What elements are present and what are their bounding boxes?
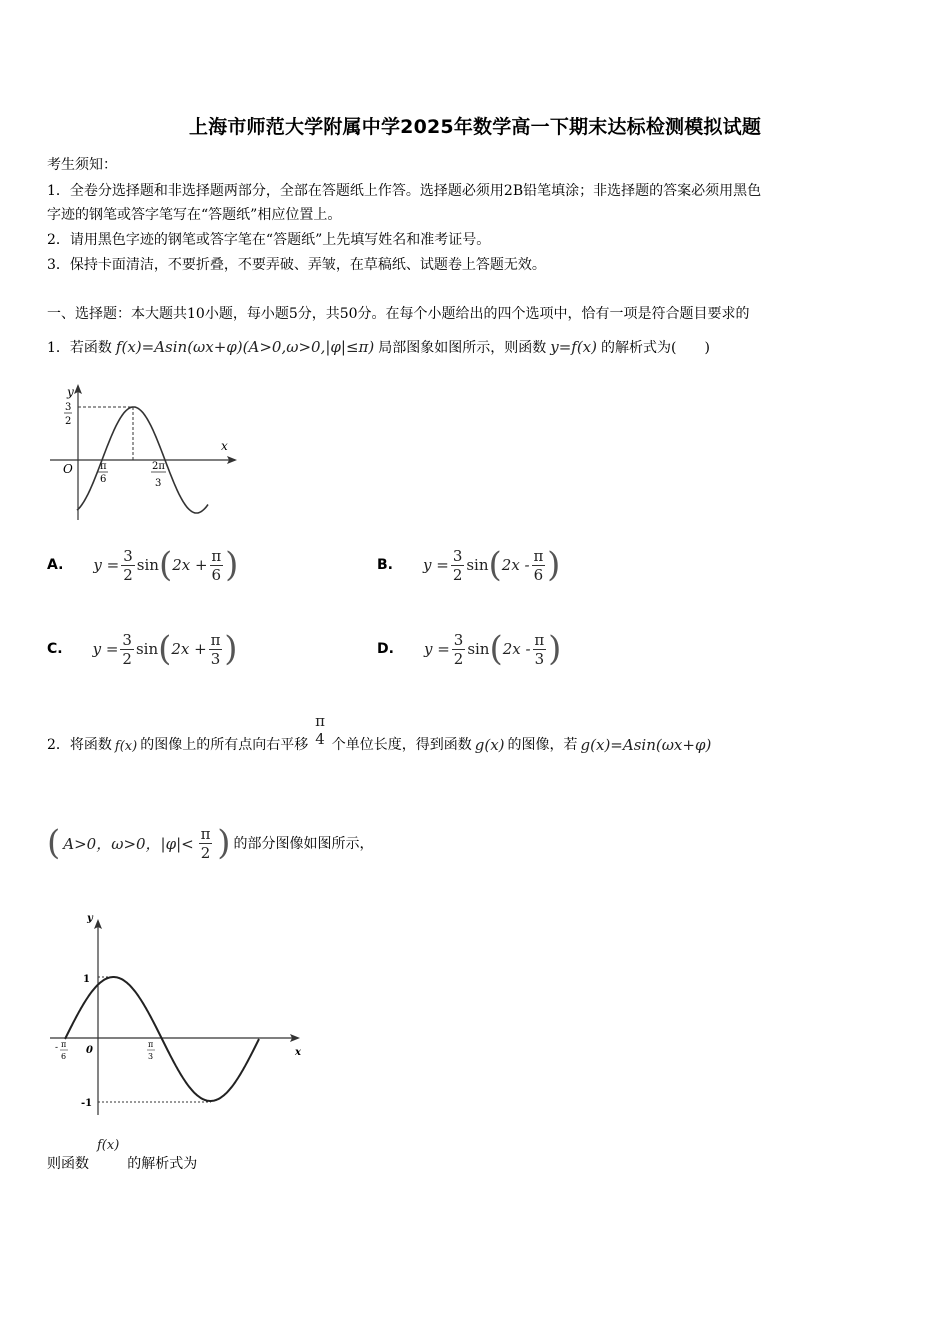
q2-middle1: 的图像上的所有点向右平移 [140, 737, 309, 753]
q1-suffix: 的解析式为( ) [601, 340, 710, 356]
option-b-letter: B. [377, 557, 393, 573]
q1-option-d[interactable]: D. y = $\frac{3}{2}$ sin ( 2x - $\frac{\pi}{3}$ ) [377, 629, 562, 669]
option-d-lhs: y = [423, 640, 450, 658]
option-a-inner: 2x + [172, 556, 208, 574]
option-b-coef: $\frac{3}{2}$ [452, 546, 463, 584]
option-c-inner: 2x + [171, 640, 207, 658]
q2-sine-curve [65, 977, 259, 1101]
q2-cond-suffix: 的部分图像如图所示， [233, 836, 374, 852]
option-a-letter: A. [47, 557, 64, 573]
option-d-letter: D. [377, 641, 394, 657]
q2-tick-y-top: 1 [83, 974, 90, 985]
q2-fx: f(x) [114, 739, 138, 754]
q2-ask-prefix: 则函数 [47, 1156, 89, 1172]
notice-item-2: 2．请用黑色字迹的钢笔或答字笔在“答题纸”上先填写姓名和准考证号。 [47, 232, 491, 248]
option-c-phase: $\frac{\pi}{3}$ [210, 630, 221, 668]
q2-middle3: 的图像，若 [507, 737, 578, 753]
notice-item-1-cont: 字迹的钢笔或答字笔写在“答题纸”相应位置上。 [47, 207, 342, 223]
q2-tick-y-bot: -1 [81, 1098, 93, 1109]
q1-option-a[interactable]: A. y = $\frac{3}{2}$ sin ( 2x + $\frac{\pi}{6}$ ) [47, 545, 239, 585]
option-b-lhs: y = [423, 556, 449, 574]
q1-option-b[interactable]: B. y = $\frac{3}{2}$ sin ( 2x - $\frac{\pi}{6}$ ) [377, 545, 561, 585]
q2-prefix: 2．将函数 [47, 737, 112, 753]
question-2-ask [47, 1138, 197, 1173]
q2-axis-y-label: y [87, 913, 93, 924]
notice-heading: 考生须知： [47, 157, 117, 173]
option-a-fn: sin [136, 556, 159, 574]
question-1-graph [45, 380, 245, 525]
notice-item-1: 1．全卷分选择题和非选择题两部分，全部在答题纸上作答。选择题必须用2B铅笔填涂；非选择题的答案必须用黑色 [47, 183, 762, 199]
question-2-graph [45, 905, 310, 1120]
q1-tick-y-den: 2 [65, 416, 72, 427]
question-1-stem [47, 337, 710, 357]
q2-origin-label: 0 [86, 1045, 93, 1056]
section-header: 一、选择题：本大题共10小题，每小题5分，共50分。在每个小题给出的四个选项中，恰有一项是符合题目要求的 [47, 306, 750, 322]
q2-axis-x-label: x [295, 1047, 301, 1058]
q1-option-c[interactable]: C. y = $\frac{3}{2}$ sin ( 2x + $\frac{\pi}{3}$ ) [47, 629, 238, 669]
q2-cond-frac: $\frac{\pi}{2}$ [200, 824, 211, 862]
q1-axis-x-label: x [221, 439, 228, 453]
option-b-inner: 2x - [501, 556, 530, 574]
q1-formula2: y=f(x) [550, 338, 597, 356]
q2-ask-suffix: 的解析式为 [127, 1156, 198, 1172]
q1-tick-x1-num: π [100, 461, 107, 472]
option-d-inner: 2x - [502, 640, 531, 658]
q2-gx: g(x) [474, 736, 505, 754]
q2-tick-xr-num: π [148, 1040, 154, 1049]
option-b-phase: $\frac{\pi}{6}$ [533, 546, 544, 584]
option-c-lhs: y = [92, 640, 119, 658]
option-d-coef: $\frac{3}{2}$ [453, 630, 464, 668]
q2-formula: g(x)=Asin(ωx+φ) [580, 736, 712, 754]
q1-prefix: 1．若函数 [47, 340, 112, 356]
option-d-fn: sin [467, 640, 490, 658]
q1-middle: 局部图象如图所示，则函数 [378, 340, 547, 356]
option-c-coef: $\frac{3}{2}$ [122, 630, 132, 668]
q1-tick-y-num: 3 [65, 402, 72, 413]
page-title: 上海市师范大学附属中学2025年数学高一下期末达标检测模拟试题 [188, 116, 762, 138]
q2-cond: A>0，ω>0，|φ|< [63, 834, 194, 853]
q1-tick-x2-num: 2π [152, 461, 165, 472]
option-c-letter: C. [47, 641, 63, 657]
option-b-fn: sin [466, 556, 489, 574]
q1-formula: f(x)=Asin(ωx+φ)(A>0,ω>0,|φ|≤π) [115, 338, 375, 356]
notice-item-3: 3．保持卡面清洁，不要折叠，不要弄破、弄皱，在草稿纸、试题卷上答题无效。 [47, 257, 546, 273]
q2-tick-xl-sign: - [55, 1043, 59, 1053]
q2-ask-fx: f(x) [97, 1138, 120, 1153]
question-2-stem [47, 712, 711, 762]
option-d-phase: $\frac{\pi}{3}$ [534, 630, 545, 668]
q1-tick-x1-den: 6 [100, 474, 107, 485]
q1-tick-x2-den: 3 [155, 478, 162, 489]
q2-tick-xl-num: π [61, 1040, 67, 1049]
q1-origin-label: O [63, 462, 73, 476]
option-a-coef: $\frac{3}{2}$ [123, 546, 133, 584]
option-a-phase: $\frac{\pi}{6}$ [211, 546, 222, 584]
q2-shift: π 4 [315, 712, 325, 748]
question-2-condition: ( A>0，ω>0，|φ|< $\frac{\pi}{2}$ ) 的部分图像如图所示， [47, 823, 374, 863]
q1-axis-y-label: y [67, 385, 74, 399]
q2-tick-xl-den: 6 [61, 1052, 67, 1061]
option-a-lhs: y = [93, 556, 120, 574]
q2-tick-xr-den: 3 [148, 1052, 154, 1061]
option-c-fn: sin [135, 640, 159, 658]
q2-middle2: 个单位长度，得到函数 [331, 737, 472, 753]
